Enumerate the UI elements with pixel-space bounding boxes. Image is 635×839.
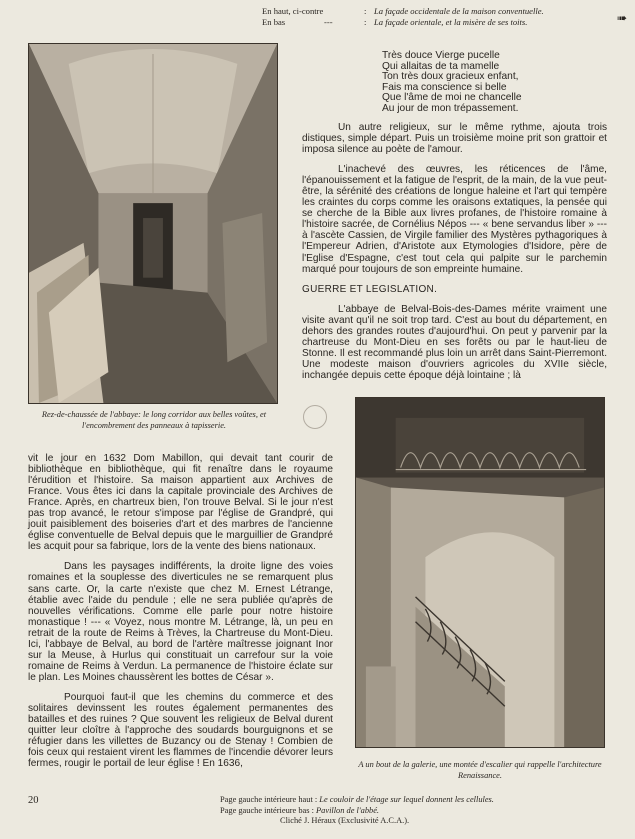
- corridor-caption: Rez-de-chaussée de l'abbaye: le long corridor aux belles voûtes, et l'encombrement des panneaux à tapisserie.: [41, 410, 267, 430]
- staircase-illustration: [356, 398, 604, 747]
- bottom-caption-label: Page gauche intérieure haut :: [220, 795, 318, 804]
- poem-line: Ton très doux gracieux enfant,: [382, 71, 519, 83]
- caption-row-bottom: En bas --- : La façade orientale, et la misère de ses toits.: [262, 17, 528, 27]
- caption-row-dash: ---: [324, 17, 333, 27]
- poem-line: Très douce Vierge pucelle: [382, 50, 500, 61]
- top-photo-caption: [262, 6, 622, 28]
- caption-row-text: La façade occidentale de la maison conventuelle.: [374, 6, 544, 16]
- corridor-photo: [28, 43, 278, 404]
- paragraph: Pourquoi faut-il que les chemins du commerce et des solitaires devinssent les routes également permanentes des batailles et des ruines ? Que souvent les religieux de Belval durent quitter leur cloître à l'approche des soudards bourguignons et se réfugier dans les villettes de Buzancy ou de Stenay ! Combien de fois ceux qui restaient virent les flammes de l'incendie dévorer leurs fermes, rougir le portail de leur église ! En 1636,: [28, 691, 333, 770]
- staircase-photo: [355, 397, 605, 748]
- paragraph: L'inachevé des œuvres, les réticences de l'âme, l'épanouissement et la fatigue de l'esprit, de la main, de la vue peut-être, la sérénité des créations de longue haleine et l'art qui tempère les craintes du corps comme les oraisons extatiques, la pensée qui se cherche de la Bible aux livres profanes, de l'histoire romaine à l'histoire sacrée, de Cornélius Népos --- « bene servandus liber » --- à l'ascète Cassien, de Virgile familier des Mystères pythagoriques à l'Empereur Adrien, d'Aristote aux Etymologies d'Isidore, père de l'Eglise d'Espagne, c'est tout cela qui palpite sur le parchemin marqué pour toujours de son empreinte humaine.: [302, 164, 607, 275]
- paragraph: vit le jour en 1632 Dom Mabillon, qui devait tant courir de bibliothèque en bibliothèque, qui fit renaître dans le royaume l'érudition et l'histoire. Sa maison appartient aux Archives de France. Vous êtes ici dans la capitale provinciale des Archives de France. Après, en chartreux bien, l'on trouve Belval. Si le jour n'est pas trop avancé, le retour s'impose par l'église de Grandpré, qui jouit paisiblement des boiseries d'art et des marbres de l'ancienne église conventuelle de Belval depuis que le marguillier de Grandpré les acquit pour sa fabrique, lors de la vente des biens nationaux.: [28, 453, 333, 553]
- poem: [382, 51, 612, 115]
- poem-line: Qui allaitas de ta mamelle: [382, 60, 500, 72]
- right-text-column: [302, 122, 607, 390]
- section-heading: GUERRE ET LEGISLATION.: [302, 283, 438, 295]
- corridor-illustration: [29, 44, 277, 403]
- stamp-mark: [303, 405, 327, 429]
- caption-row-dash: [324, 6, 364, 17]
- bottom-caption-row: [220, 795, 630, 806]
- poem-line: Que l'âme de moi ne chancelle: [382, 92, 522, 104]
- caption-row-top: En haut, ci-contre : La façade occidentale de la maison conventuelle.: [262, 6, 544, 16]
- bottom-caption-text: Pavillon de l'abbé.: [316, 805, 380, 815]
- paragraph: Dans les paysages indifférents, la droite ligne des voies romaines et la souplesse des diverticules ne se remarquent plus sans carte. Or, la carte n'existe que chez M. Ernest Létrange, établie avec l'aide du pendule ; elle ne sera publiée qu'après de nouvelles vérifications. Comme elle parle pour notre histoire monastique ! --- « Voyez, nous montre M. Létrange, là, un peu en retrait de la route de Reims à Trèves, la Chartreuse du Mont-Dieu. Ici, l'abbaye de Belval, au bord de l'artère maîtresse joignant Inor sur la Meuse, à Hurlus qui constituait un carrefour sur la voie romaine de Reims à Verdun. La permanence de l'histoire éclate sur le plan. Les Moines chaussèrent les bottes de César ».: [28, 561, 333, 683]
- paragraph: Un autre religieux, sur le même rythme, ajouta trois distiques, simple départ. Puis un troisième moine prit son grattoir et imposa silence au poète de l'amour.: [302, 122, 607, 156]
- photo-credit: Cliché J. Héraux (Exclusivité A.C.A.).: [280, 816, 410, 826]
- poem-line: Fais ma conscience si belle: [382, 81, 507, 93]
- poem-line: Au jour de mon trépassement.: [382, 102, 519, 114]
- left-text-column: [28, 453, 333, 778]
- bottom-caption: [220, 795, 630, 827]
- bottom-caption-label: Page gauche intérieure bas :: [220, 805, 314, 815]
- page-number: 20: [28, 795, 39, 806]
- paragraph: L'abbaye de Belval-Bois-des-Dames mérite vraiment une visite avant qu'il ne soit trop tard. C'est au bout du département, en dehors des grandes routes d'aujourd'hui. On peut y parvenir par la chartreuse du Mont-Dieu en ses forêts ou par le haut-lieu de Stonne. Il est recommandé plus loin un arrêt dans Saint-Pierremont. Une modeste maison d'ouvriers agricoles du XVIIe siècle, inchangée depuis cette époque déjà lointaine ; là: [302, 303, 607, 381]
- bottom-caption-row: [220, 806, 630, 817]
- arrow-right-icon: ➠: [616, 11, 627, 25]
- caption-row-text: La façade orientale, et la misère de ses toits.: [374, 17, 528, 27]
- staircase-caption: A un bout de la galerie, une montée d'escalier qui rappelle l'architecture Renaissance.: [358, 760, 602, 780]
- caption-row-label: En bas: [262, 17, 286, 27]
- caption-row-label: En haut, ci-contre: [262, 6, 324, 16]
- bottom-caption-text: Le couloir de l'étage sur lequel donnent les cellules.: [319, 795, 494, 804]
